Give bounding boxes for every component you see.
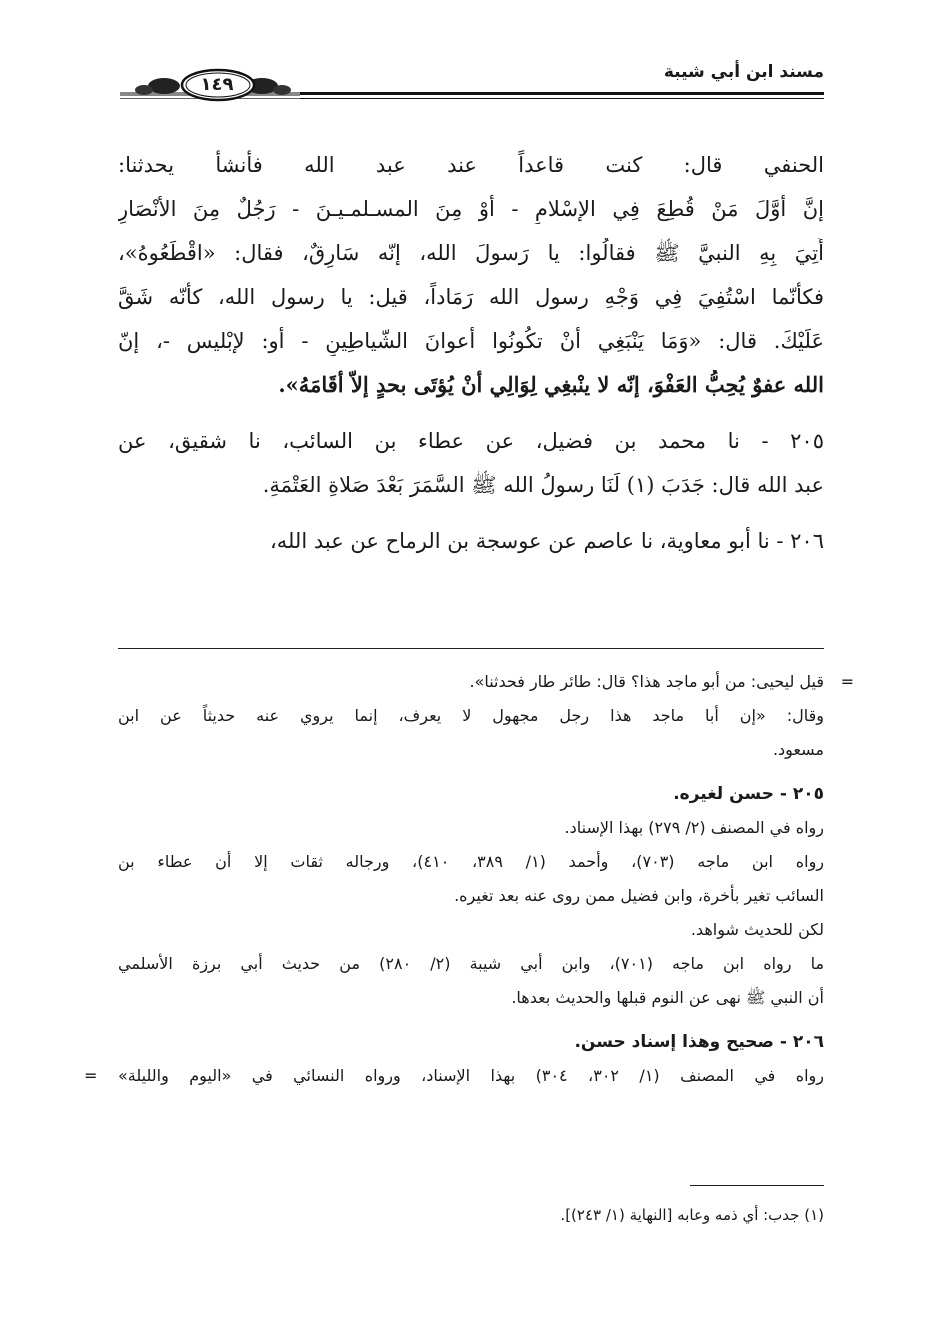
notes-separator: [118, 648, 824, 649]
running-header-title: مسند ابن أبي شيبة: [663, 62, 824, 82]
text-line: الله عفوٌ يُحِبُّ العَفْوَ، إنّه لا ينْبغِي لِوَالِي أنْ يُؤتَى بحدٍ إلاّ أقَامَهُ».: [278, 372, 824, 397]
main-text: [118, 150, 824, 570]
footnote-separator: [690, 1185, 824, 1186]
note-line: رواه في المصنف (٢/ ٢٧٩) بهذا الإسناد.: [564, 818, 824, 837]
page-number: ١٤٩: [200, 74, 234, 95]
note-line: قيل ليحيى: من أبو ماجد هذا؟ قال: طائر طار فحدثنا». =: [118, 670, 824, 694]
continuation-mark: =: [84, 1066, 98, 1085]
text-line: أُتِيَ بِهِ النبيَّ ﷺ فقالُوا: يا رَسولَ الله، إنّه سَارِقٌ، فقال: «اقْطَعُوهُ»،: [118, 241, 824, 265]
text-line: عبد الله قال: جَدَبَ (١) لَنَا رسولُ الله ﷺ السَّمَرَ بَعْدَ صَلاةِ العَتْمَةِ.: [262, 473, 824, 497]
footnote: (١) جدب: أي ذمه وعابه [النهاية (١/ ٢٤٣)].: [560, 1206, 824, 1224]
text-line: فكأنّما اسْتُفِيَ فِي وَجْهِ رسول الله رَمَاداً، قيل: يا رسول الله، كأنّه شَقَّ: [118, 285, 824, 309]
text-line: إنَّ أوَّلَ مَنْ قُطِعَ فِي الإسْلامِ - أوْ مِنَ المسـلمـيـنَ - رَجُلٌ مِنَ الأنْصَارِ: [118, 197, 824, 221]
note-heading: ٢٠٥ - حسن لغيره.: [673, 784, 824, 804]
text-line: ٢٠٥ - نا محمد بن فضيل، عن عطاء بن السائب، نا شقيق، عن: [118, 429, 824, 453]
note-line: أن النبي ﷺ نهى عن النوم قبلها والحديث بعدها.: [511, 988, 824, 1007]
note-line: ما رواه ابن ماجه (٧٠١)، وابن أبي شيبة (٢/ ٢٨٠) من حديث أبي برزة الأسلمي: [118, 954, 824, 973]
continuation-mark: =: [840, 672, 854, 691]
note-line: وقال: «إن أبا ماجد هذا رجل مجهول لا يعرف، إنما يروي عنه حديثاً عن ابن: [118, 706, 824, 725]
note-heading: ٢٠٦ - صحيح وهذا إسناد حسن.: [574, 1032, 824, 1052]
note-line: رواه ابن ماجه (٧٠٣)، وأحمد (١/ ٣٨٩، ٤١٠)، ورجاله ثقات إلا أن عطاء بن: [118, 852, 824, 871]
note-line: رواه في المصنف (١/ ٣٠٢، ٣٠٤) بهذا الإسناد، ورواه النسائي في «اليوم والليلة» =: [118, 1064, 824, 1088]
text-line: الحنفي قال: كنت قاعداً عند عبد الله فأنشأ يحدثنا:: [118, 153, 824, 177]
note-line: السائب تغير بأخرة، وابن فضيل ممن روى عنه بعد تغيره.: [454, 886, 824, 905]
commentary-notes: [84, 670, 854, 1098]
text-line: عَلَيْكَ. قال: «وَمَا يَنْبَغِي أنْ تكُونُوا أعوانَ الشّياطِينِ - أو: لإبْليس -، إنّ: [118, 329, 824, 353]
header-rule-thin: [300, 98, 824, 99]
note-line: لكن للحديث شواهد.: [690, 920, 824, 939]
note-line: مسعود.: [772, 740, 824, 759]
text-line: ٢٠٦ - نا أبو معاوية، نا عاصم عن عوسجة بن الرماح عن عبد الله،: [269, 529, 824, 553]
header-rule-thick: [300, 92, 824, 95]
